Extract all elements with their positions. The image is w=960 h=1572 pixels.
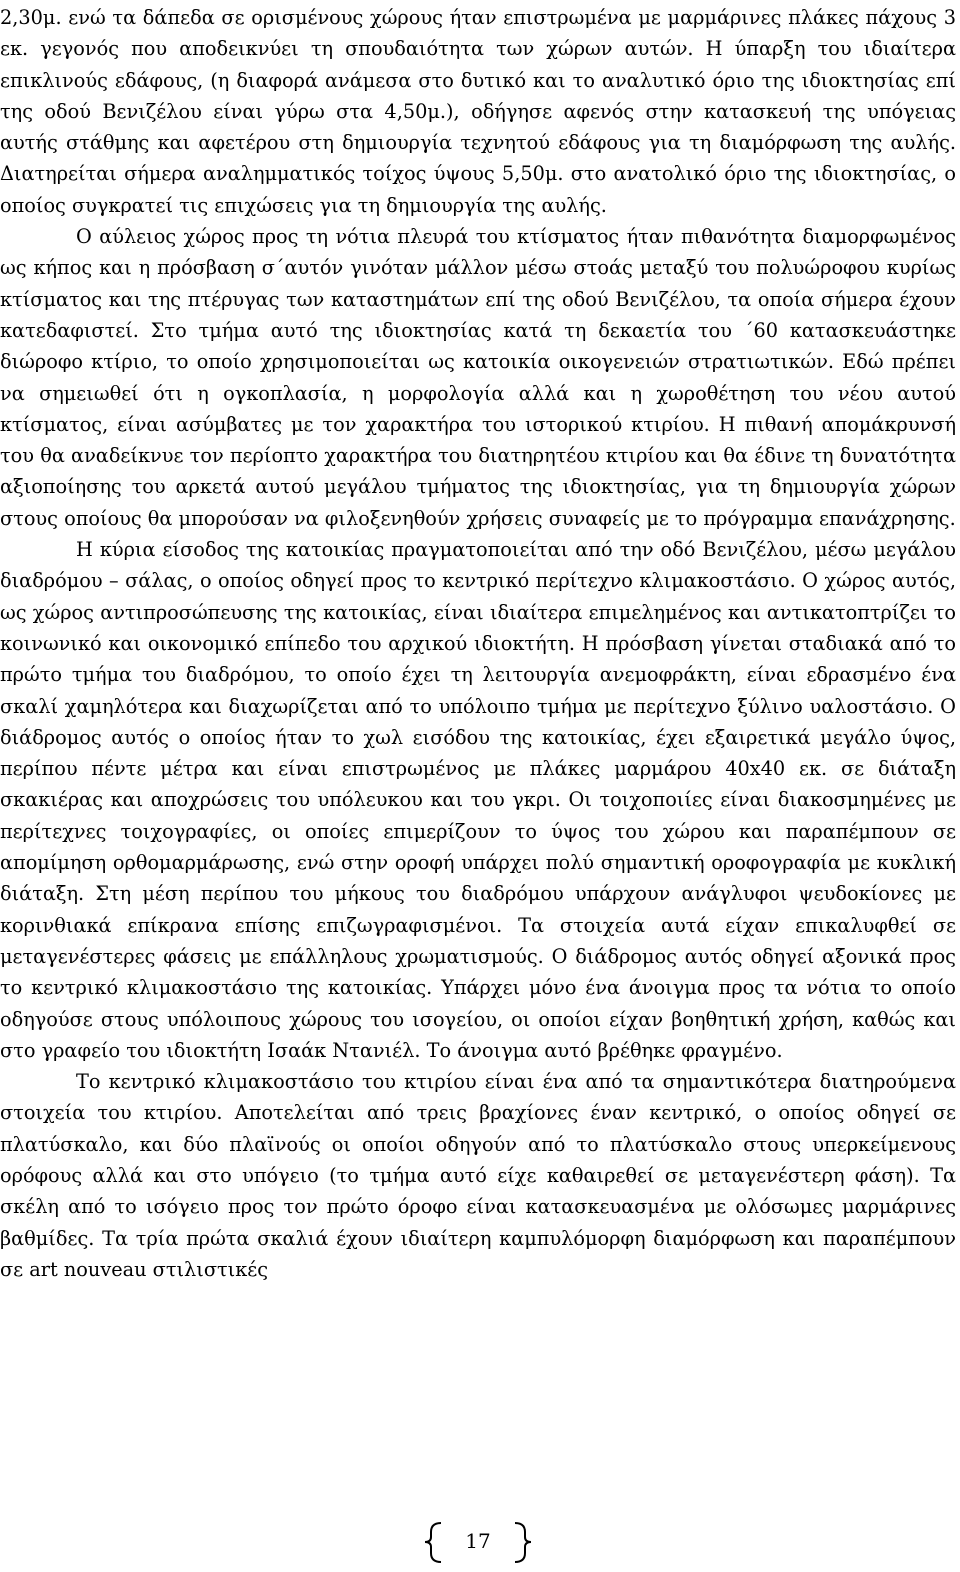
page-number: 17 (465, 1529, 491, 1553)
paragraph-4: Το κεντρικό κλιμακοστάσιο του κτιρίου είναι ένα από τα σημαντικότερα διατηρούμενα στοιχεία του κτιρίου. Αποτελείται από τρεις βραχίονες έναν κεντρικό, ο οποίος οδηγεί σε πλατύσκαλο, και δύο πλαϊνούς οι οποίοι οδηγούν από το πλατύσκαλο στους υπερκείμενους ορόφους αλλά και στο υπόγειο (το τμήμα αυτό είχε καθαιρεθεί σε μεταγενέστερη φάση). Τα σκέλη από το ισόγειο προς τον πρώτο όροφο είναι κατασκευασμένα με ολόσωμες μαρμάρινες βαθμίδες. Τα τρία πρώτα σκαλιά έχουν ιδιαίτερη καμπυλόμορφη διαμόρφωση και παραπέμπουν σε art nouveau στιλιστικές (0, 1070, 956, 1281)
page-footer (0, 1517, 960, 1567)
paragraph-1: 2,30μ. ενώ τα δάπεδα σε ορισμένους χώρους ήταν επιστρωμένα με μαρμάρινες πλάκες πάχους 3 εκ. γεγονός που αποδεικνύει τη σπουδαιότητα των χώρων αυτών. Η ύπαρξη του ιδιαίτερα επικλινούς εδάφους, (η διαφορά ανάμεσα στο δυτικό και το αναλυτικό όριο της ιδιοκτησίας επί της οδού Βενιζέλου είναι γύρω στα 4,50μ.), οδήγησε αφενός στην κατασκευή της υπόγειας αυτής στάθμης και αφετέρου στη δημιουργία τεχνητού εδάφους για τη διαμόρφωση της αυλής. Διατηρείται σήμερα αναλημματικός τοίχος ύψους 5,50μ. στο ανατολικό όριο της ιδιοκτησίας, ο οποίος συγκρατεί τις επιχώσεις για τη δημιουργία της αυλής. (0, 6, 956, 217)
paragraph-3: Η κύρια είσοδος της κατοικίας πραγματοποιείται από την οδό Βενιζέλου, μέσω μεγάλου διαδρόμου – σάλας, ο οποίος οδηγεί προς το κεντρικό περίτεχνο κλιμακοστάσιο. Ο χώρος αυτός, ως χώρος αντιπροσώπευσης της κατοικίας, είναι ιδιαίτερα επιμελημένος και αντικατοπτρίζει το κοινωνικό και οικονομικό επίπεδο του αρχικού ιδιοκτήτη. Η πρόσβαση γίνεται σταδιακά από το πρώτο τμήμα του διαδρόμου, το οποίο έχει τη λειτουργία ανεμοφράκτη, είναι εδρασμένο ένα σκαλί χαμηλότερα και διαχωρίζεται από το υπόλοιπο τμήμα με περίτεχνο ξύλινο υαλοστάσιο. Ο διάδρομος αυτός ο οποίος ήταν το χωλ εισόδου της κατοικίας, έχει εξαιρετικά μεγάλο ύψος, περίπου πέντε μέτρα και είναι επιστρωμένος με πλάκες μαρμάρου 40x40 εκ. σε διάταξη σκακιέρας και αποχρώσεις του υπόλευκου και του γκρι. Οι τοιχοποιίες είναι διακοσμημένες με περίτεχνες τοιχογραφίες, οι οποίες επιμερίζουν το ύψος του χώρου και παραπέμπουν σε απομίμηση ορθομαρμάρωσης, ενώ στην οροφή υπάρχει πολύ σημαντική οροφογραφία με κυκλική διάταξη. Στη μέση περίπου του μήκους του διαδρόμου υπάρχουν ανάγλυφοι ψευδοκίονες με κορινθιακά επίκρανα επίσης επιζωγραφισμένοι. Τα στοιχεία αυτά είχαν επικαλυφθεί σε μεταγενέστερες φάσεις με επάλληλους χρωματισμούς. Ο διάδρομος αυτός οδηγεί αξονικά προς το κεντρικό κλιμακοστάσιο της κατοικίας. Υπάρχει μόνο ένα άνοιγμα προς τα νότια το οποίο οδηγούσε στους υπόλοιπους χώρους του ισογείου, οι οποίοι είχαν βοηθητική χρήση, καθώς και στο γραφείο του ιδιοκτήτη Ισαάκ Ντανιέλ. Το άνοιγμα αυτό βρέθηκε φραγμένο. (0, 538, 956, 1062)
right-brace-icon (515, 1523, 531, 1562)
left-brace-icon (425, 1523, 441, 1562)
paragraph-2: Ο αύλειος χώρος προς τη νότια πλευρά του κτίσματος ήταν πιθανότητα διαμορφωμένος ως κήπος και η πρόσβαση σ΄αυτόν γινόταν μάλλον μέσω στοάς μεταξύ του πολυώροφου κυρίως κτίσματος και της πτέρυγας των καταστημάτων επί της οδού Βενιζέλου, τα οποία σήμερα έχουν κατεδαφιστεί. Στο τμήμα αυτό της ιδιοκτησίας κατά τη δεκαετία του ΄60 κατασκευάστηκε διώροφο κτίριο, το οποίο χρησιμοποιείται ως κατοικία οικογενειών στρατιωτικών. Εδώ πρέπει να σημειωθεί ότι η ογκοπλασία, η μορφολογία αλλά και η χωροθέτηση του νέου αυτού κτίσματος, είναι ασύμβατες με τον χαρακτήρα του ιστορικού κτιρίου. Η πιθανή απομάκρυνσή του θα αναδείκνυε τον περίοπτο χαρακτήρα του διατηρητέου κτιρίου και θα έδινε τη δυνατότητα αξιοποίησης του αρκετά αυτού μεγάλου τμήματος της ιδιοκτησίας, για τη δημιουργία χώρων στους οποίους θα μπορούσαν να φιλοξενηθούν χρήσεις συναφείς με το πρόγραμμα επανάχρησης. (0, 225, 956, 530)
document-body (0, 2, 956, 1285)
